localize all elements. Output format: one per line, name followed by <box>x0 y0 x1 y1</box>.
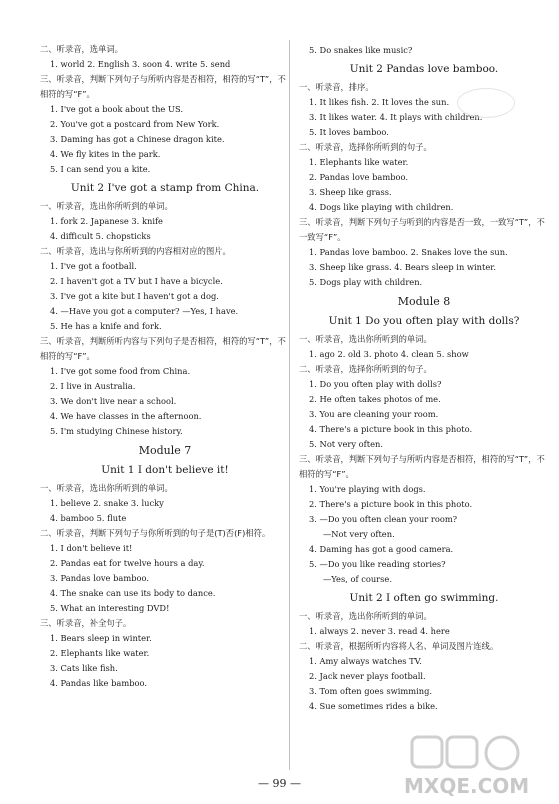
text-line: 5. He has a knife and fork. <box>50 321 162 331</box>
text-line: 3. Sheep like grass. 4. Bears sleep in winter. <box>309 262 496 272</box>
text-line: 2. Elephants like water. <box>50 648 150 658</box>
text-line: 3. —Do you often clean your room? <box>309 514 458 524</box>
text-line: 1. world 2. English 3. soon 4. write 5. send <box>50 59 231 69</box>
text-line: 1. I've got some food from China. <box>50 366 191 376</box>
text-line: 3. Daming has got a Chinese dragon kite. <box>50 134 225 144</box>
section-heading: 一、听录音，选出你所听到的单词。 <box>299 611 432 621</box>
text-line: 2. There's a picture book in this photo. <box>309 499 473 509</box>
text-line: 2. I haven't got a TV but I have a bicycle. <box>50 276 223 286</box>
text-line: 3. You are cleaning your room. <box>309 409 439 419</box>
text-line: 2. I live in Australia. <box>50 381 136 391</box>
text-line: 5. I'm studying Chinese history. <box>50 426 183 436</box>
text-line: 3. We don't live near a school. <box>50 396 177 406</box>
page-number: — 99 — <box>258 777 301 790</box>
text-line: 3. I've got a kite but I haven't got a dog. <box>50 291 219 301</box>
text-line: 4. Daming has got a good camera. <box>309 544 454 554</box>
section-heading: 二、听录音，选单词。 <box>40 44 123 54</box>
module-title: Module 8 <box>397 295 451 308</box>
text-line: 5. Dogs play with children. <box>309 277 423 287</box>
text-line: 4. The snake can use its body to dance. <box>50 588 216 598</box>
unit-title: Unit 2 I've got a stamp from China. <box>70 182 260 194</box>
text-line: 2. Jack never plays football. <box>309 671 426 681</box>
section-heading: 三、听录音，判断所听内容与下列句子是否相符，相符的写“T”，不相符的写“F”。 <box>40 336 286 361</box>
text-line: 1. You're playing with dogs. <box>309 484 426 494</box>
unit-title: Unit 2 Pandas love bamboo. <box>349 63 499 75</box>
text-line: 1. I've got a book about the US. <box>50 104 183 114</box>
text-line: 3. It likes water. 4. It plays with children. <box>309 112 483 122</box>
unit-title: Unit 2 I often go swimming. <box>349 592 499 604</box>
text-line: 4. bamboo 5. flute <box>50 513 127 523</box>
text-line: 3. Sheep like grass. <box>309 187 392 197</box>
section-heading: 一、听录音，选出你所听到的单词。 <box>40 201 173 211</box>
text-line: 1. Pandas love bamboo. 2. Snakes love the sun. <box>309 247 508 257</box>
text-line: 1. Bears sleep in winter. <box>50 633 152 643</box>
text-line: 1. It likes fish. 2. It loves the sun. <box>309 97 450 107</box>
text-line: 5. —Do you like reading stories? <box>309 559 446 569</box>
text-line: 3. Cats like fish. <box>50 663 118 673</box>
text-line: 2. Pandas love bamboo. <box>309 172 409 182</box>
text-line: 2. He often takes photos of me. <box>309 394 441 404</box>
section-heading: 三、听录音，判断下列句子与所听内容是否相符，相符的写“T”，不相符的写“F”。 <box>40 74 286 99</box>
text-line: 5. It loves bamboo. <box>309 127 389 137</box>
text-line: 4. Sue sometimes rides a bike. <box>309 701 438 711</box>
module-title: Module 7 <box>138 444 192 457</box>
svg-text:MXQE.COM: MXQE.COM <box>404 774 530 798</box>
section-heading: 二、听录音，选择你所听到的句子。 <box>299 364 432 374</box>
text-line: —Yes, of course. <box>323 574 392 584</box>
text-line: 5. Not very often. <box>309 439 383 449</box>
text-line: 5. Do snakes like music? <box>309 45 413 55</box>
unit-title: Unit 1 Do you often play with dolls? <box>328 315 520 327</box>
text-line: 4. We fly kites in the park. <box>50 149 161 159</box>
text-line: 3. Pandas love bamboo. <box>50 573 150 583</box>
section-heading: 二、听录音，选出与你所听到的内容相对应的图片。 <box>40 246 231 256</box>
section-heading: 三、听录音，补全句子。 <box>40 618 132 628</box>
watermark-logo <box>392 735 557 800</box>
text-line: 1. Elephants like water. <box>309 157 409 167</box>
faint-stamp-mark <box>457 88 515 118</box>
text-line: 4. Dogs like playing with children. <box>309 202 454 212</box>
text-line: 5. I can send you a kite. <box>50 164 151 174</box>
text-line: 1. Amy always watches TV. <box>309 656 422 666</box>
text-line: 4. There's a picture book in this photo. <box>309 424 473 434</box>
text-line: 1. Do you often play with dolls? <box>309 379 442 389</box>
text-line: 1. fork 2. Japanese 3. knife <box>50 216 163 226</box>
text-line: —Not very often. <box>323 529 395 539</box>
text-line: 1. I don't believe it! <box>50 543 133 553</box>
section-heading: 三、听录音，判断下列句子与所听内容是否相符，相符的写“T”，不相符的写“F”。 <box>299 454 545 479</box>
text-line: 4. We have classes in the afternoon. <box>50 411 202 421</box>
section-heading: 二、听录音，根据所听内容将人名、单词及图片连线。 <box>299 641 499 651</box>
unit-title: Unit 1 I don't believe it! <box>101 464 229 476</box>
section-heading: 一、听录音，选出你所听到的单词。 <box>299 334 432 344</box>
section-heading: 二、听录音，选择你所听到的句子。 <box>299 142 432 152</box>
text-line: 4. Pandas like bamboo. <box>50 678 148 688</box>
text-line: 1. I've got a football. <box>50 261 137 271</box>
column-divider <box>289 40 290 770</box>
text-line: 1. ago 2. old 3. photo 4. clean 5. show <box>309 349 469 359</box>
text-line: 2. You've got a postcard from New York. <box>50 119 220 129</box>
text-line: 3. Tom often goes swimming. <box>309 686 433 696</box>
text-line: 4. difficult 5. chopsticks <box>50 231 151 241</box>
right-column <box>299 43 549 714</box>
text-line: 1. always 2. never 3. read 4. here <box>309 626 450 636</box>
section-heading: 三、听录音，判断下列句子与听到的内容是否一致，一致写“T”，不一致写“F”。 <box>299 217 545 242</box>
text-line: 4. —Have you got a computer? —Yes, I have. <box>50 306 239 316</box>
section-heading: 一、听录音，排序。 <box>299 82 374 92</box>
section-heading: 一、听录音，选出你所听到的单词。 <box>40 483 173 493</box>
left-column <box>40 42 290 691</box>
section-heading: 二、听录音，判断下列句子与你所听到的句子是(T)否(F)相符。 <box>40 528 271 538</box>
text-line: 2. Pandas eat for twelve hours a day. <box>50 558 205 568</box>
text-line: 1. believe 2. snake 3. lucky <box>50 498 164 508</box>
text-line: 5. What an interesting DVD! <box>50 603 170 613</box>
